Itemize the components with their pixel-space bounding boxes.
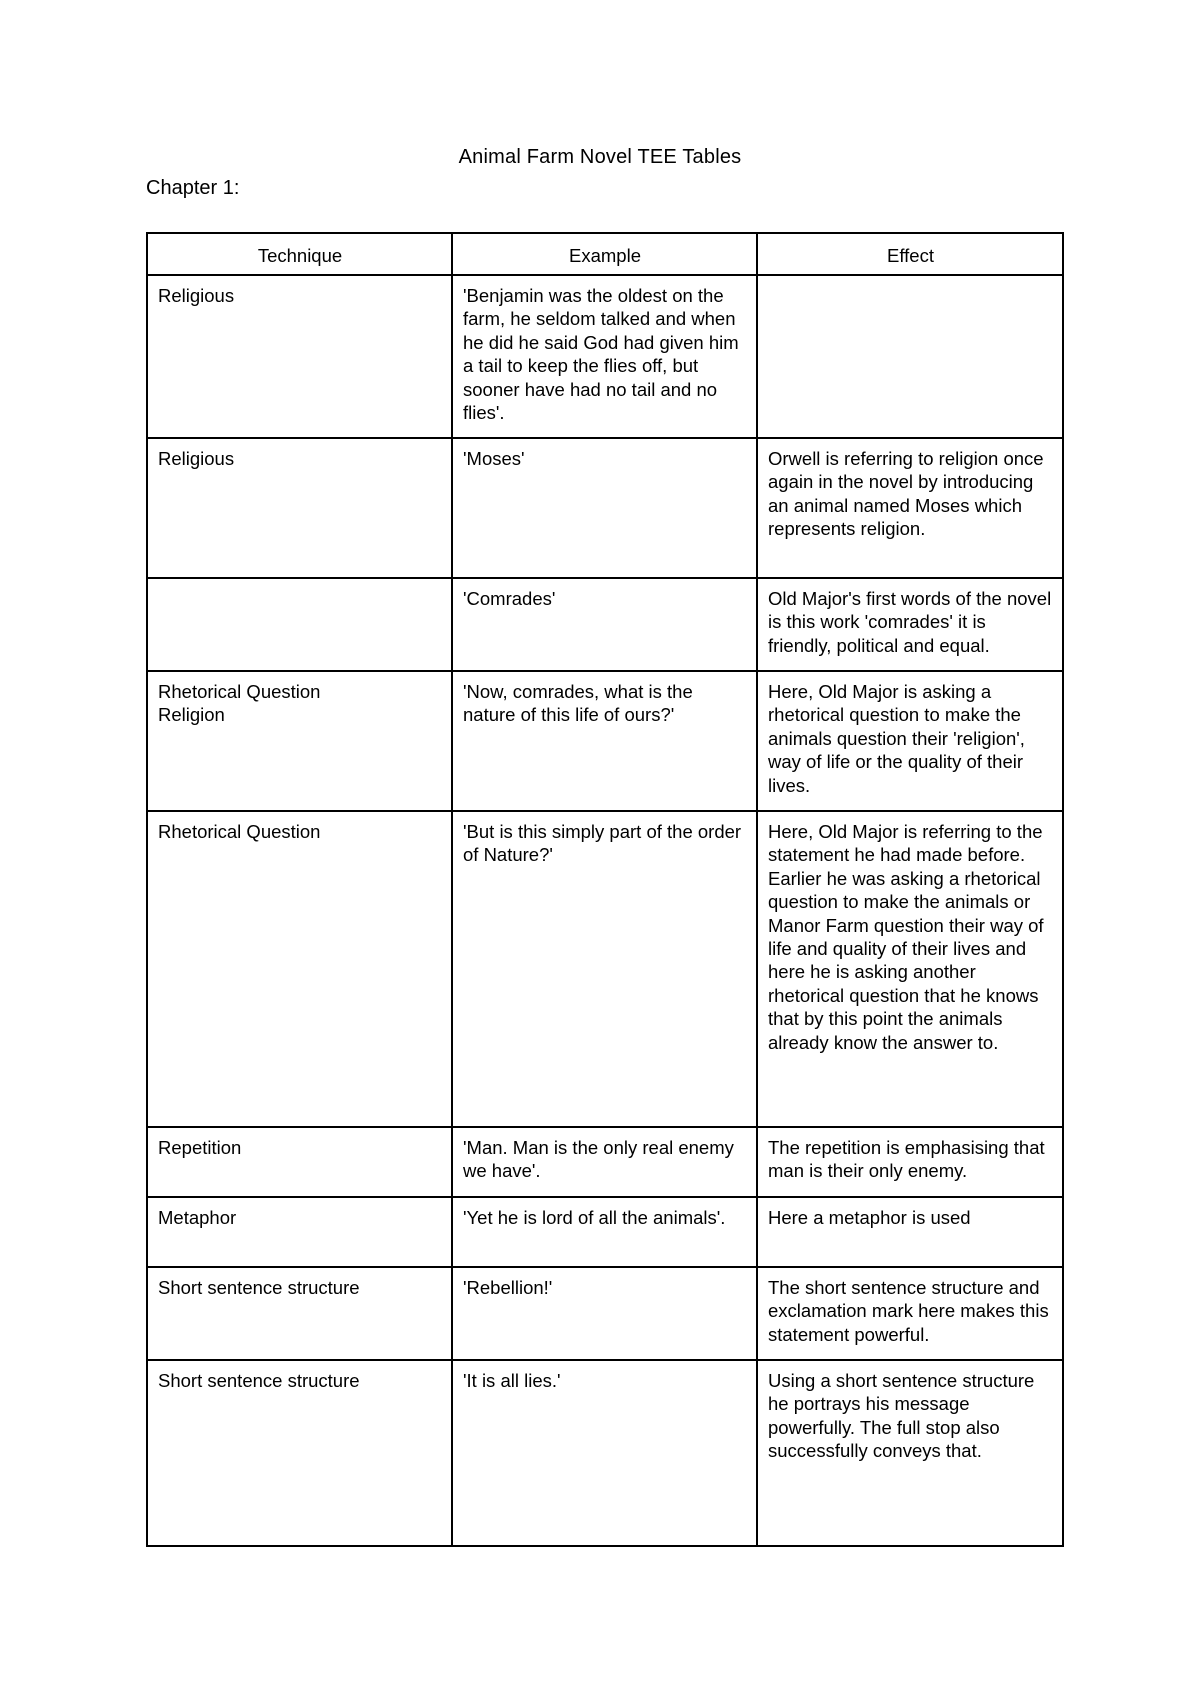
chapter-heading: Chapter 1:	[146, 177, 240, 199]
effect-cell: Here a metaphor is used	[757, 1197, 1063, 1267]
effect-cell: Using a short sentence structure he portrays his message powerfully. The full stop also successfully conveys that.	[757, 1360, 1063, 1546]
example-cell: 'Benjamin was the oldest on the farm, he seldom talked and when he did he said God had given him a tail to keep the flies off, but sooner have had no tail and no flies'.	[452, 275, 757, 438]
technique-line: Rhetorical Question	[158, 681, 321, 702]
technique-cell: Short sentence structure	[147, 1360, 452, 1546]
technique-cell	[147, 578, 452, 671]
effect-cell: Old Major's first words of the novel is this work 'comrades' it is friendly, political and equal.	[757, 578, 1063, 671]
table-row	[147, 1197, 1063, 1267]
technique-cell: Metaphor	[147, 1197, 452, 1267]
effect-cell	[757, 275, 1063, 438]
effect-cell: Here, Old Major is referring to the statement he had made before. Earlier he was asking a rhetorical question to make the animals or Manor Farm question their way of life and quality of their lives and here he is asking another rhetorical question that he knows that by this point the animals already know the answer to.	[757, 811, 1063, 1127]
table-row	[147, 275, 1063, 438]
example-cell: 'Comrades'	[452, 578, 757, 671]
example-cell: 'Rebellion!'	[452, 1267, 757, 1360]
table-row	[147, 1127, 1063, 1197]
technique-cell: Religious	[147, 438, 452, 578]
example-cell: 'Now, comrades, what is the nature of this life of ours?'	[452, 671, 757, 811]
technique-cell	[147, 671, 452, 811]
effect-cell: Orwell is referring to religion once again in the novel by introducing an animal named Moses which represents religion.	[757, 438, 1063, 578]
table-header-row	[147, 233, 1063, 275]
effect-cell: Here, Old Major is asking a rhetorical question to make the animals question their 'religion', way of life or the quality of their lives.	[757, 671, 1063, 811]
table-row	[147, 438, 1063, 578]
technique-cell: Repetition	[147, 1127, 452, 1197]
column-header-example: Example	[452, 233, 757, 275]
example-cell: 'Moses'	[452, 438, 757, 578]
example-cell: 'Man. Man is the only real enemy we have'.	[452, 1127, 757, 1197]
table-row	[147, 1360, 1063, 1546]
table-row	[147, 811, 1063, 1127]
page-title: Animal Farm Novel TEE Tables	[458, 146, 742, 168]
table-row	[147, 1267, 1063, 1360]
example-cell: 'It is all lies.'	[452, 1360, 757, 1546]
technique-cell: Short sentence structure	[147, 1267, 452, 1360]
example-cell: 'But is this simply part of the order of Nature?'	[452, 811, 757, 1127]
column-header-technique: Technique	[147, 233, 452, 275]
table-row	[147, 671, 1063, 811]
effect-cell: The repetition is emphasising that man is their only enemy.	[757, 1127, 1063, 1197]
table-row	[147, 578, 1063, 671]
example-cell: 'Yet he is lord of all the animals'.	[452, 1197, 757, 1267]
effect-cell: The short sentence structure and exclamation mark here makes this statement powerful.	[757, 1267, 1063, 1360]
technique-cell: Rhetorical Question	[147, 811, 452, 1127]
technique-cell: Religious	[147, 275, 452, 438]
technique-line: Religion	[158, 704, 225, 726]
tee-table	[146, 232, 1064, 1547]
column-header-effect: Effect	[757, 233, 1063, 275]
